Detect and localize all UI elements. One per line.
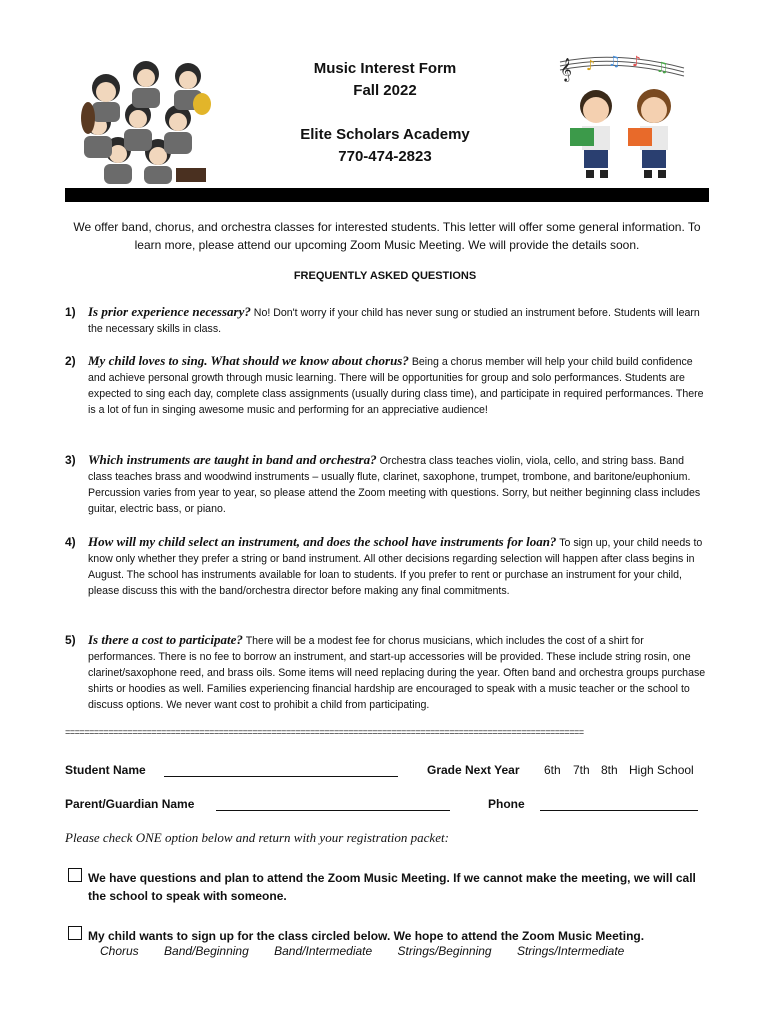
form-term: Fall 2022 [353,82,417,99]
section-divider: ============================================================================================================ [65,728,584,738]
faq-item [65,632,710,713]
faq-answer: To sign up, your child needs to know only whether they prefer a string or band instrument. All other decisions regarding selection will happen after class begins in August. The school has instruments available for loan to students. If you prefer to rent or purchase an instrument for your child, please discuss this with the band/orchestra director before making any final commitments. [88,537,703,597]
class-choices [100,944,646,958]
faq-number: 3) [65,453,76,467]
grade-option-6th[interactable]: 6th [544,763,561,777]
faq-question: Is there a cost to participate? [88,632,243,647]
faq-answer: There will be a modest fee for chorus musicians, which includes the cost of a shirt for performances. There is no fee to borrow an instrument, and start-up accessories will be provided. These include string rosin, one clarinet/saxophone reed, and brass oils. Some items will need replacing during the year. Often band and orchestra groups purchase shirts or hoodies as well. Families experiencing financial hardship are encouraged to speak with a music teacher or the school to discuss options. We never want cost to prohibit a child from participating. [88,635,706,711]
form-title: Music Interest Form [313,60,457,77]
faq-number: 2) [65,354,76,368]
option-checkbox-sign-up[interactable] [68,926,82,940]
student-name-field[interactable] [164,764,398,777]
faq-number: 5) [65,633,76,647]
intro-paragraph: We offer band, chorus, and orchestra classes for interested students. This letter will offer some general information. To learn more, please attend our upcoming Zoom Music Meeting. We will provide the details soon. [73,220,701,252]
faq-item [65,534,710,599]
option-text-sign-up: My child wants to sign up for the class circled below. We hope to attend the Zoom Music Meeting. [88,929,645,943]
faq-item [65,304,710,337]
faq-question: How will my child select an instrument, and does the school have instruments for loan? [88,534,557,549]
faq-item [65,452,710,517]
class-option-band-beginning[interactable]: Band/Beginning [164,944,249,958]
faq-number: 4) [65,535,76,549]
faq-item [65,353,710,418]
header-divider-bar [65,188,709,202]
parent-name-label: Parent/Guardian Name [65,797,195,811]
svg-text:♫: ♫ [608,54,621,70]
grade-option-8th[interactable]: 8th [601,763,618,777]
option-text-attend-meeting: We have questions and plan to attend the Zoom Music Meeting. If we cannot make the meeting, we will call the school to speak with someone. [88,871,696,903]
faq-number: 1) [65,305,76,319]
faq-question: Which instruments are taught in band and orchestra? [88,452,377,467]
faq-question: Is prior experience necessary? [88,304,251,319]
phone-field[interactable] [540,798,698,811]
faq-answer: No! Don't worry if your child has never sung or studied an instrument before. Students will learn the necessary skills in class. [88,307,700,335]
class-option-chorus[interactable]: Chorus [100,944,139,958]
school-name: Elite Scholars Academy [300,126,470,143]
phone-label: Phone [488,797,525,811]
svg-text:♪: ♪ [586,58,595,74]
form-header [0,58,770,168]
svg-text:𝄞: 𝄞 [560,57,572,81]
option-checkbox-attend-meeting[interactable] [68,868,82,882]
faq-question: My child loves to sing. What should we know about chorus? [88,353,409,368]
student-name-label: Student Name [65,763,146,777]
faq-answer: Being a chorus member will help your child build confidence and achieve personal growth through music learning. There will be opportunities for group and solo performances. Students are expected to sing each day, complete class assignments (usually during class time), and participate in required performances. There is a lot of fun in singing awesome music and performing for an appreciative audience! [88,356,704,416]
svg-text:♫: ♫ [656,60,669,76]
parent-name-field[interactable] [216,798,450,811]
instructions-text: Please check ONE option below and return with your registration packet: [65,830,449,845]
faq-heading: FREQUENTLY ASKED QUESTIONS [293,270,477,282]
class-option-band-intermediate[interactable]: Band/Intermediate [274,944,373,958]
svg-text:♪: ♪ [632,54,641,70]
grade-option-high-school[interactable]: High School [629,763,694,777]
class-option-strings-intermediate[interactable]: Strings/Intermediate [516,944,625,958]
grade-option-7th[interactable]: 7th [573,763,590,777]
grade-next-year-label: Grade Next Year [427,763,520,777]
school-phone: 770-474-2823 [338,148,432,165]
class-option-strings-beginning[interactable]: Strings/Beginning [397,944,492,958]
faq-answer: Orchestra class teaches violin, viola, cello, and string bass. Band class teaches brass and woodwind instruments – usually flute, clarinet, saxophone, trumpet, trombone, and baritone/euphonium. Percussion varies from year to year, so please attend the Zoom meeting with questions. Sorry, but neither beginning class includes guitar, electric bass, or piano. [88,455,701,515]
